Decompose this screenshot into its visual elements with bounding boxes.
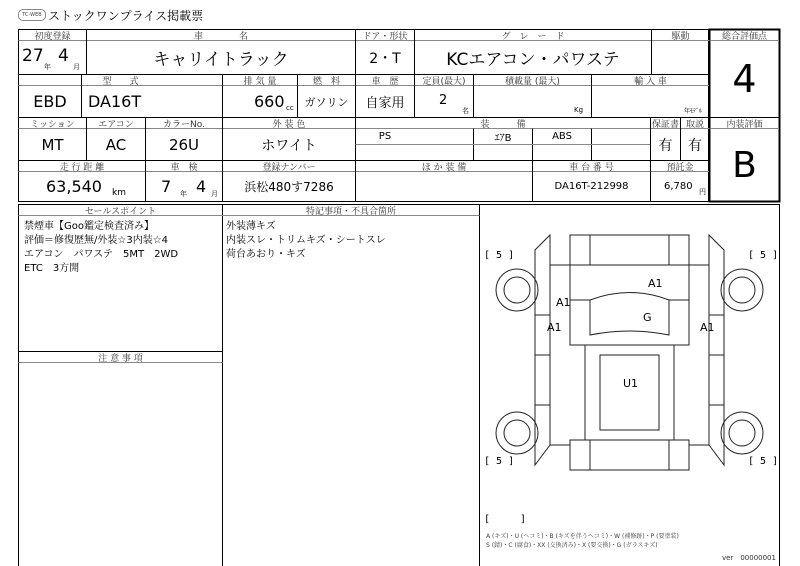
- exterior-color-header: 外 装 色: [272, 119, 306, 130]
- inspection-header: 車 検: [170, 162, 198, 173]
- deposit-value: 6,780: [664, 181, 693, 192]
- list-item: 荷台あおり・キズ: [226, 249, 306, 260]
- kg-unit: Kg: [574, 106, 584, 114]
- color-no-value: 26U: [168, 135, 200, 154]
- damage-mark: A1: [648, 277, 663, 290]
- reg-month-unit: 月: [73, 63, 80, 71]
- aircon-value: AC: [105, 135, 127, 154]
- fuel-value: ガソリン: [304, 95, 349, 109]
- car-name: キャリイトラック: [153, 50, 289, 70]
- model-header: 型 式: [102, 76, 139, 87]
- overall-score: 4: [732, 57, 757, 101]
- km-unit: km: [112, 188, 126, 198]
- aircon-header: エアコン: [98, 119, 134, 130]
- drive-header: 駆動: [671, 31, 690, 42]
- list-item: 評価＝修復歴無/外装☆3内装☆4: [24, 235, 169, 246]
- door-shape: 2・T: [369, 50, 401, 67]
- tire-fl: [ 5 ]: [484, 250, 515, 261]
- damage-mark: A1: [547, 321, 562, 334]
- model-year-unit: 年ﾓﾃﾞﾙ: [684, 108, 703, 115]
- vehicle-diagram: [480, 205, 779, 525]
- special-notes-list: [226, 220, 386, 262]
- manual-header: 取説: [685, 119, 704, 130]
- list-item: ETC 3方開: [24, 263, 80, 274]
- capacity-header: 定員(最大): [422, 76, 466, 87]
- chassis-no-header: 車 台 番 号: [569, 162, 614, 173]
- insp-month: 4: [196, 177, 207, 196]
- person-unit: 名: [462, 107, 469, 115]
- logo: TC-WEB: [18, 9, 46, 21]
- grade-value: KCエアコン・パワステ: [446, 50, 620, 70]
- equipment-header: 装 備: [480, 119, 526, 130]
- damage-mark: A1: [700, 321, 715, 334]
- warranty-value: 有: [658, 137, 673, 154]
- insp-year: 7: [161, 177, 172, 196]
- caution-header: 注 意 事 項: [98, 353, 143, 364]
- history-value: 自家用: [365, 96, 405, 111]
- interior-score-header: 内装評価: [726, 119, 763, 130]
- load-header: 積載量 (最大): [505, 76, 560, 87]
- drive-value: [652, 41, 709, 74]
- fuel-header: 燃 料: [312, 76, 340, 87]
- damage-mark: G: [643, 311, 652, 324]
- mission-value: MT: [41, 135, 64, 154]
- spare-tire: [ ]: [484, 514, 527, 525]
- list-item: 内装スレ・トリムキズ・シートスレ: [226, 235, 386, 246]
- tire-fr: [ 5 ]: [748, 250, 779, 261]
- manual-value: 有: [688, 137, 702, 154]
- car-name-header: 車 名: [193, 31, 248, 42]
- tire-rr: [ 5 ]: [748, 456, 779, 467]
- import-header: 輸 入 車: [634, 76, 667, 87]
- displacement-header: 排 気 量: [243, 76, 277, 87]
- color-no-header: カラーNo.: [163, 119, 205, 130]
- legend-line: A (キズ)・U (ヘコミ)・B (キズを伴うヘコミ)・W (補修跡)・P (要塗装): [486, 533, 679, 540]
- first-reg-header: 初度登録: [34, 31, 71, 42]
- damage-mark: A1: [556, 296, 571, 309]
- legend: [486, 532, 679, 550]
- model-prefix: EBD: [33, 92, 67, 111]
- plate-header: 登録ナンバー: [262, 162, 316, 173]
- door-shape-header: ドア・形状: [362, 31, 408, 42]
- warranty-header: 保証書: [651, 119, 679, 130]
- reg-month: 4: [58, 46, 69, 66]
- interior-score: B: [732, 144, 757, 186]
- sales-points-list: [24, 220, 178, 276]
- model-value: DA16T: [88, 92, 142, 111]
- yen-unit: 円: [699, 188, 706, 196]
- capacity-value: 2: [439, 93, 448, 108]
- chassis-no-value: DA16T-212998: [554, 181, 629, 192]
- damage-mark: U1: [623, 377, 639, 390]
- other-equipment-header: ほ か 装 備: [421, 162, 467, 173]
- version: ver 00000001: [722, 554, 776, 562]
- list-item: エアコン パワステ 5MT 2WD: [24, 249, 179, 260]
- insp-month-unit: 月: [211, 190, 218, 198]
- list-item: 禁煙車【Goo鑑定検査済み】: [24, 221, 154, 232]
- equip-abs: ABS: [552, 131, 572, 142]
- reg-year: 27: [22, 46, 44, 66]
- exterior-color-value: ホワイト: [261, 137, 317, 154]
- grade-header: グ レ ー ド: [501, 31, 565, 42]
- tire-rl: [ 5 ]: [484, 456, 515, 467]
- overall-score-header: 総合評価点: [721, 31, 767, 42]
- mileage-value: 63,540: [46, 177, 102, 196]
- page-title: ストックワンプライス掲載票: [48, 9, 204, 23]
- insp-year-unit: 年: [180, 190, 187, 198]
- deposit-header: 預託金: [666, 162, 694, 173]
- list-item: 外装薄キズ: [226, 221, 276, 232]
- history-header: 車 歴: [371, 76, 399, 87]
- mission-header: ミッション: [30, 119, 75, 130]
- plate-value: 浜松480す7286: [244, 180, 334, 194]
- legend-line: S (錆)・C (腐食)・XX (交換済み)・X (要交換)・G (ガラスキズ): [486, 542, 658, 549]
- special-notes-header: 特記事項・不具合箇所: [305, 206, 396, 217]
- sales-points-header: セールスポイント: [84, 206, 157, 217]
- equip-airbag: ｴｱB: [494, 133, 512, 144]
- reg-year-unit: 年: [44, 63, 51, 71]
- displacement-value: 660: [254, 92, 285, 111]
- mileage-header: 走 行 距 離: [59, 162, 105, 173]
- cc-unit: cc: [286, 104, 294, 112]
- equip-ps: PS: [378, 131, 392, 142]
